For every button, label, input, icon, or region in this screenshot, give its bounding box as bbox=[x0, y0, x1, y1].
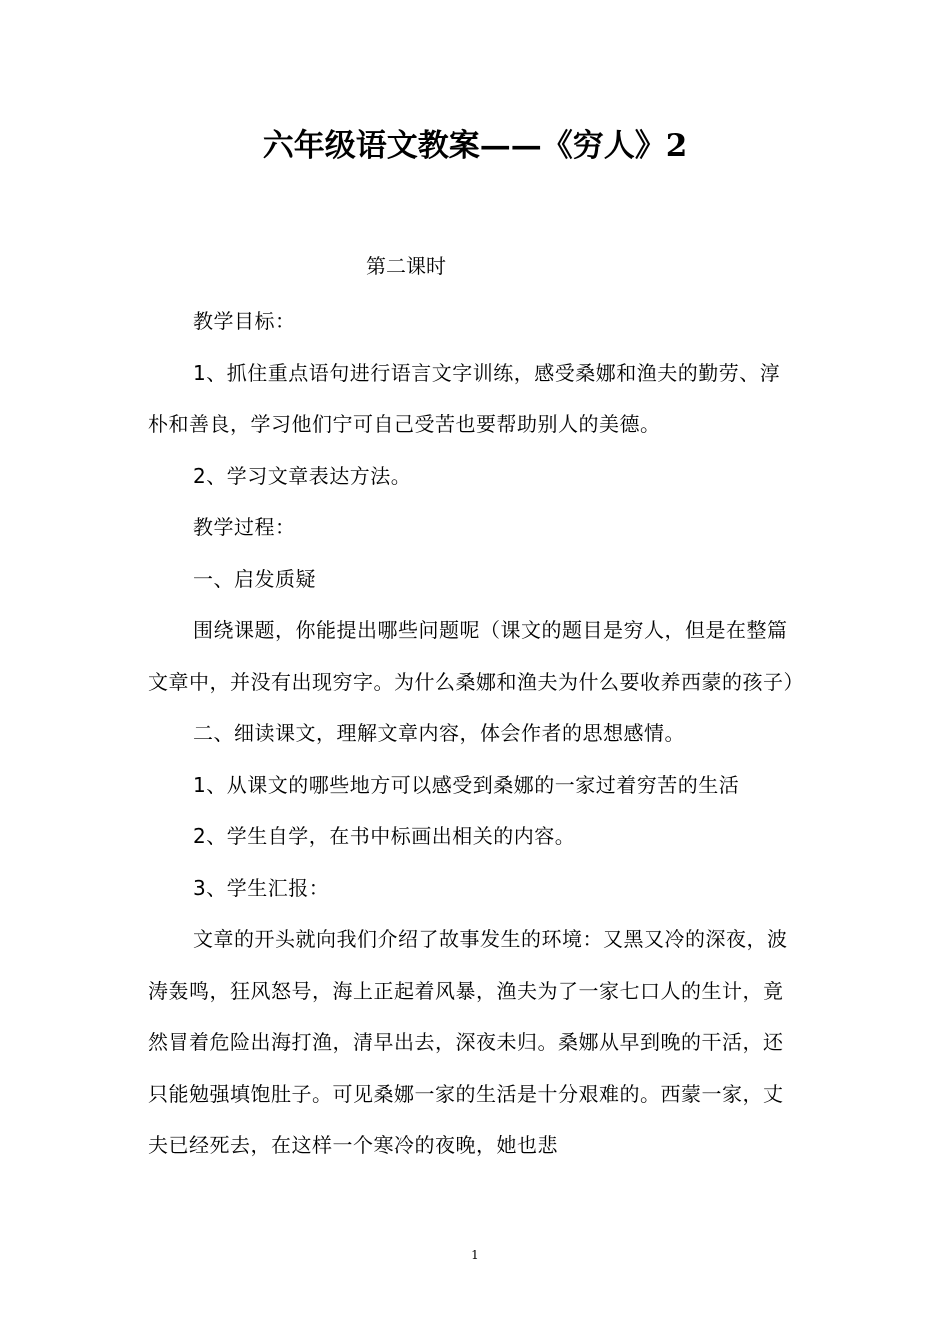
paragraph-questions: 围绕课题，你能提出哪些问题呢（课文的题目是穷人，但是在整篇文章中，并没有出现穷字。为什么桑娜和渔夫为什么要收养西蒙的孩子） bbox=[148, 618, 804, 694]
paragraph-step-3: 3、学生汇报： bbox=[193, 875, 330, 900]
page-number: 1 bbox=[471, 1248, 479, 1262]
paragraph-section-2-heading: 二、细读课文，理解文章内容，体会作者的思想感情。 bbox=[193, 721, 685, 745]
document-title: 六年级语文教案——《穷人》2 bbox=[262, 128, 688, 164]
lesson-subtitle: 第二课时 bbox=[366, 254, 446, 278]
paragraph-objective-2: 2、学习文章表达方法。 bbox=[193, 463, 412, 488]
paragraph-process-heading: 教学过程： bbox=[193, 515, 296, 539]
document-body bbox=[148, 296, 804, 1172]
paragraph-analysis: 文章的开头就向我们介绍了故事发生的环境：又黑又冷的深夜，波涛轰鸣，狂风怒号，海上正起着风暴，渔夫为了一家七口人的生计，竟然冒着危险出海打渔，清早出去，深夜未归。桑娜从早到晚的干活，还只能勉强填饱肚子。可见桑娜一家的生活是十分艰难的。西蒙一家，丈夫已经死去，在这样一个寒冷的夜晚，她也悲 bbox=[148, 927, 788, 1157]
paragraph-objectives-heading: 教学目标： bbox=[193, 309, 296, 333]
paragraph-step-2: 2、学生自学，在书中标画出相关的内容。 bbox=[193, 824, 576, 848]
paragraph-section-1-heading: 一、启发质疑 bbox=[193, 566, 316, 591]
paragraph-objective-1: 1、抓住重点语句进行语言文字训练，感受桑娜和渔夫的勤劳、淳朴和善良，学习他们宁可自己受苦也要帮助别人的美德。 bbox=[148, 360, 781, 436]
paragraph-step-1: 1、从课文的哪些地方可以感受到桑娜的一家过着穷苦的生活 bbox=[193, 772, 740, 797]
